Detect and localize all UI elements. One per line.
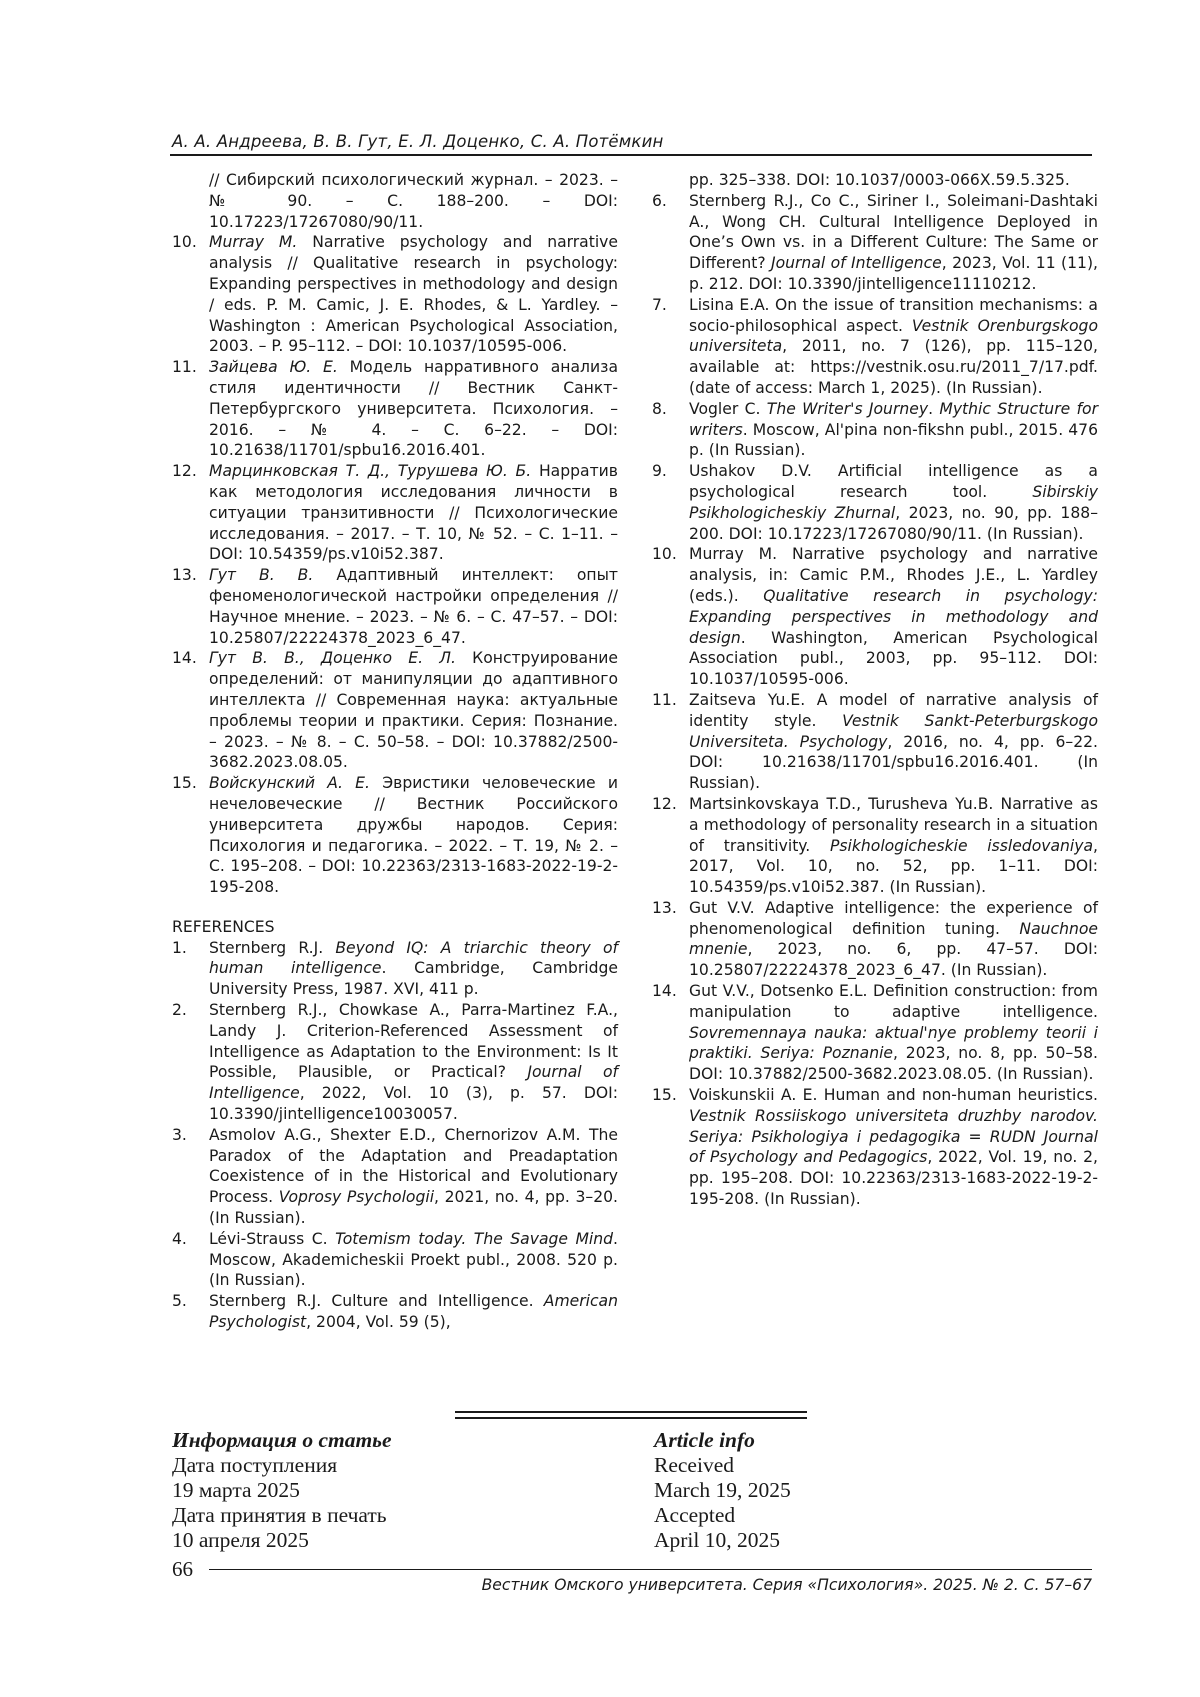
received-label: Received xyxy=(654,1453,734,1477)
reference-segment: Martsinkovskaya T.D., Turusheva Yu.B. Narrative as a methodology of personality research in a situation of transitivity. xyxy=(689,794,1098,855)
reference-segment: , 2022, Vol. 19, no. 2, pp. 195–208. DOI: 10.22363/2313-1683-2022-19-2-195-208. (In Russian). xyxy=(689,1148,1099,1209)
reference-italic-segment: Vestnik Rossiiskogo universiteta druzhby narodov. Seriya: Psikhologiya i pedagogika = RUDN Journal of Psychology and Pedagogics xyxy=(689,1106,1098,1167)
reference-segment: , 2023, no. 90, pp. 188–200. DOI: 10.17223/17267080/90/11. (In Russian). xyxy=(689,503,1098,543)
reference-text xyxy=(209,565,618,648)
reference-number: 12. xyxy=(172,462,197,481)
reference-item xyxy=(652,794,1098,898)
reference-italic-segment: Mythic Structure for writers xyxy=(689,399,1098,439)
reference-text xyxy=(689,898,1098,981)
article-info-title: Информация о статье xyxy=(172,1428,392,1452)
accepted-label: Дата принятия в печать xyxy=(172,1503,387,1527)
reference-item xyxy=(172,357,618,461)
reference-segment: , 2022, Vol. 10 (3), p. 57. DOI: 10.3390/jintelligence10030057. xyxy=(209,1084,618,1124)
reference-number: 14. xyxy=(172,649,197,668)
reference-item xyxy=(652,191,1098,295)
reference-italic-segment: Зайцева Ю. Е. xyxy=(209,358,338,377)
reference-number: 2. xyxy=(172,1001,187,1020)
reference-italic-segment: Sovremennaya nauka: aktual'nye problemy teorii i praktiki. Seriya: Poznanie xyxy=(689,1023,1098,1063)
reference-text xyxy=(689,191,1098,295)
reference-segment: Ushakov D.V. Artificial intelligence as a psychological research tool. xyxy=(689,462,1098,501)
reference-number: 6. xyxy=(652,191,667,210)
footer-rule xyxy=(209,1569,1092,1570)
reference-item xyxy=(652,295,1098,399)
reference-text xyxy=(209,1291,618,1333)
reference-number: 12. xyxy=(652,794,677,813)
reference-text xyxy=(209,1125,618,1229)
reference-item xyxy=(652,461,1098,544)
received-date: March 19, 2025 xyxy=(654,1478,791,1502)
reference-number: 11. xyxy=(652,690,677,709)
journal-citation: Вестник Омского университета. Серия «Психология». 2025. № 2. С. 57–67 xyxy=(481,1576,1092,1594)
reference-text xyxy=(209,938,618,1000)
running-head: А. А. Андреева, В. В. Гут, Е. Л. Доценко, С. А. Потёмкин xyxy=(172,132,664,151)
left-column xyxy=(172,170,618,1333)
references-heading: REFERENCES xyxy=(172,917,275,936)
reference-item xyxy=(652,898,1098,981)
reference-italic-segment: Psikhologicheskie issledovaniya xyxy=(830,836,1094,855)
page-number: 66 xyxy=(172,1557,193,1581)
reference-segment: Эвристики человеческие и нечеловеческие // Вестник Российского университета дружбы народов. Серия: Психология и педагогика. – 2022. – Т. 19, № 2. – С. 195–208. – DOI: 10.22363/2313-1683-2022-19-2-195-208. xyxy=(209,774,618,897)
accepted-date: 10 апреля 2025 xyxy=(172,1528,309,1552)
reference-segment: , 2023, no. 6, pp. 47–57. DOI: 10.25807/22224378_2023_6_47. (In Russian). xyxy=(689,940,1098,980)
reference-italic-segment: Войскунский А. Е. xyxy=(209,774,370,793)
reference-text xyxy=(689,794,1098,898)
article-info-ru xyxy=(172,1428,612,1553)
reference-item xyxy=(172,232,618,357)
reference-segment: Конструирование определений: от манипуляции до адаптивного интеллекта // Современная наука: актуальные проблемы теории и практики. Серия: Познание. – 2023. – № 8. – С. 50–58. – DOI: 10.37882/2500-3682.2023.08.05. xyxy=(209,649,618,772)
accepted-label: Accepted xyxy=(654,1503,736,1527)
reference-italic-segment: Totemism today. The Savage Mind xyxy=(335,1229,614,1248)
reference-number: 7. xyxy=(652,295,667,314)
reference-number: 10. xyxy=(172,233,197,252)
reference-segment: Asmolov A.G., Shexter E.D., Chernorizov A.M. The Paradox of the Adaptation and Preadaptation Coexistence of in the Historical and Evolutionary Process. xyxy=(209,1125,618,1207)
reference-item xyxy=(172,1291,618,1333)
reference-segment: Lisina E.A. On the issue of transition mechanisms: a socio-philosophical aspect. xyxy=(689,295,1098,335)
reference-segment: , 2017, Vol. 10, no. 52, pp. 1–11. DOI: 10.54359/ps.v10i52.387. (In Russian). xyxy=(689,836,1098,897)
reference-italic-segment: Vestnik Sankt-Peterburgskogo Universiteta. Psychology xyxy=(689,711,1098,751)
reference-segment: , 2021, no. 4, pp. 3–20. (In Russian). xyxy=(209,1188,618,1228)
reference-continuation: // Сибирский психологический журнал. – 2023. – № 90. – С. 188–200. – DOI: 10.17223/17267080/90/11. xyxy=(209,171,618,231)
reference-segment: Voiskunskii A. E. Human and non-human heuristics. xyxy=(689,1086,1098,1105)
reference-text xyxy=(689,461,1098,544)
reference-italic-segment: Journal of Intelligence xyxy=(771,254,942,273)
reference-text xyxy=(209,232,618,357)
reference-italic-segment: American Psychologist xyxy=(209,1292,618,1332)
reference-text xyxy=(689,544,1098,690)
reference-number: 11. xyxy=(172,358,197,377)
reference-item xyxy=(652,1085,1098,1210)
reference-segment: Lévi-Strauss C. xyxy=(209,1229,336,1248)
reference-number: 8. xyxy=(652,399,667,418)
english-reference-list xyxy=(652,191,1098,1210)
reference-item xyxy=(172,565,618,648)
reference-item xyxy=(172,773,618,898)
reference-segment: . Washington, American Psychological Association publ., 2003, pp. 95–112. DOI: 10.1037/10595-006. xyxy=(689,628,1098,689)
reference-item xyxy=(652,981,1098,1085)
reference-segment: . Moscow, Al'pina non-fikshn publ., 2015. 476 p. (In Russian). xyxy=(689,420,1098,460)
reference-item xyxy=(172,648,618,773)
article-info-en xyxy=(654,1428,1094,1553)
reference-segment: Narrative psychology and narrative analysis // Qualitative research in psychology: Expanding perspectives in methodology and design / eds. P. M. Camic, J. E. Rhodes, & L. Yardley. – Washington : American Psychological Association, 2003. – P. 95–112. – DOI: 10.1037/10595-006. xyxy=(209,233,619,356)
received-label: Дата поступления xyxy=(172,1453,338,1477)
reference-item xyxy=(172,1125,618,1229)
reference-italic-segment: Марцинковская Т. Д., Турушева Ю. Б. xyxy=(209,462,532,481)
reference-number: 13. xyxy=(172,566,197,585)
reference-segment: Murray M. Narrative psychology and narrative analysis, in: Camic P.M., Rhodes J.E., L. Yardley (eds.). xyxy=(689,545,1098,605)
reference-italic-segment: The Writer's Journey xyxy=(766,399,929,418)
reference-segment: , 2023, no. 8, pp. 50–58. DOI: 10.37882/2500-3682.2023.08.05. (In Russian). xyxy=(689,1044,1098,1084)
reference-text xyxy=(209,648,618,773)
reference-text xyxy=(209,1229,618,1291)
reference-number: 14. xyxy=(652,982,677,1001)
reference-number: 15. xyxy=(652,1086,677,1105)
reference-segment: . Moscow, Akademicheskii Proekt publ., 2008. 520 p. (In Russian). xyxy=(209,1229,618,1290)
received-date: 19 марта 2025 xyxy=(172,1478,300,1502)
header-rule xyxy=(170,154,1092,156)
reference-segment: Sternberg R.J. xyxy=(209,938,336,957)
english-reference-list xyxy=(172,938,618,1333)
reference-item xyxy=(172,461,618,565)
reference-item xyxy=(652,690,1098,794)
reference-italic-segment: Sibirskiy Psikhologicheskiy Zhurnal xyxy=(689,482,1098,522)
reference-text xyxy=(209,773,618,898)
reference-italic-segment: Nauchnoe mnenie xyxy=(689,919,1098,959)
reference-number: 9. xyxy=(652,462,667,481)
accepted-date: April 10, 2025 xyxy=(654,1528,781,1552)
reference-segment: , 2004, Vol. 59 (5), xyxy=(306,1313,451,1332)
reference-text xyxy=(689,1085,1098,1210)
reference-text xyxy=(209,357,618,461)
reference-segment: Адаптивный интеллект: опыт феноменологической настройки определения // Научное мнение. – 2023. – № 6. – С. 47–57. – DOI: 10.25807/22224378_2023_6_47. xyxy=(209,566,618,647)
reference-text xyxy=(209,461,618,565)
reference-number: 10. xyxy=(652,545,677,564)
reference-segment: Gut V.V. Adaptive intelligence: the experience of phenomenological definition tuning. xyxy=(689,898,1098,938)
reference-item xyxy=(652,544,1098,690)
reference-number: 5. xyxy=(172,1292,187,1311)
reference-text xyxy=(689,981,1098,1085)
reference-italic-segment: Voprosy Psychologii xyxy=(278,1188,435,1207)
reference-italic-segment: Vestnik Orenburgskogo universiteta xyxy=(689,316,1098,356)
reference-segment: . Cambridge, Cambridge University Press, 1987. XVI, 411 p. xyxy=(209,959,618,999)
reference-number: 4. xyxy=(172,1229,187,1248)
reference-text xyxy=(689,295,1098,399)
reference-segment: Gut V.V., Dotsenko E.L. Definition construction: from manipulation to adaptive intelligence. xyxy=(689,982,1098,1021)
reference-italic-segment: Journal of Intelligence xyxy=(209,1063,618,1103)
reference-segment: , 2011, no. 7 (126), pp. 115–120, available at: https://vestnik.osu.ru/2011_7/17.pdf. (date of access: March 1, 2025). (In Russian). xyxy=(689,337,1098,397)
reference-item xyxy=(172,1229,618,1291)
reference-text xyxy=(209,1000,618,1125)
reference-number: 13. xyxy=(652,898,677,917)
russian-reference-list xyxy=(172,232,618,898)
reference-segment: Модель нарративного анализа стиля идентичности // Вестник Санкт-Петербургского университета. Психология. – 2016. – № 4. – С. 6–22. – DOI: 10.21638/11701/spbu16.2016.401. xyxy=(209,358,619,460)
reference-italic-segment: Гут В. В., Доценко Е. Л. xyxy=(209,649,456,668)
reference-segment: Sternberg R.J., Co C., Siriner I., Soleimani-Dashtaki A., Wong CH. Cultural Intelligence Deployed in One’s Own vs. in a Different Culture: The Same or Different? xyxy=(689,191,1098,273)
reference-number: 3. xyxy=(172,1125,187,1144)
article-info-title: Article info xyxy=(654,1428,755,1452)
right-column xyxy=(652,170,1098,1210)
reference-item xyxy=(172,938,618,1000)
reference-italic-segment: Murray M. xyxy=(209,233,298,252)
reference-segment: Sternberg R.J., Chowkase A., Parra-Martinez F.A., Landy J. Criterion-Referenced Assessment of Intelligence as Adaptation to the Environment: Is It Possible, Plausible, or Practical? xyxy=(209,1001,618,1082)
reference-item xyxy=(652,399,1098,461)
reference-segment: , 2016, no. 4, pp. 6–22. DOI: 10.21638/11701/spbu16.2016.401. (In Russian). xyxy=(689,732,1098,793)
separator-rule xyxy=(455,1417,807,1419)
reference-segment: , 2023, Vol. 11 (11), p. 212. DOI: 10.3390/jintelligence11110212. xyxy=(689,254,1098,293)
reference-text xyxy=(689,399,1098,461)
reference-italic-segment: Beyond IQ: A triarchic theory of human intelligence xyxy=(209,938,618,978)
reference-segment: . xyxy=(928,399,940,418)
reference-segment: Vogler C. xyxy=(689,399,767,418)
reference-segment: Sternberg R.J. Culture and Intelligence. xyxy=(209,1292,544,1311)
separator-rule xyxy=(455,1411,807,1413)
reference-item xyxy=(172,1000,618,1125)
reference-italic-segment: Qualitative research in psychology: Expanding perspectives in methodology and design xyxy=(689,586,1098,647)
reference-continuation: pp. 325–338. DOI: 10.1037/0003-066X.59.5.325. xyxy=(689,171,1070,189)
reference-segment: Нарратив как методология исследования личности в ситуации транзитивности // Психологические исследования. – 2017. – Т. 10, № 52. – С. 1–11. – DOI: 10.54359/ps.v10i52.387. xyxy=(209,462,618,564)
reference-number: 1. xyxy=(172,938,187,957)
reference-italic-segment: Гут В. В. xyxy=(209,566,314,585)
reference-segment: Zaitseva Yu.E. A model of narrative analysis of identity style. xyxy=(689,690,1098,730)
reference-text xyxy=(689,690,1098,794)
reference-number: 15. xyxy=(172,774,197,793)
